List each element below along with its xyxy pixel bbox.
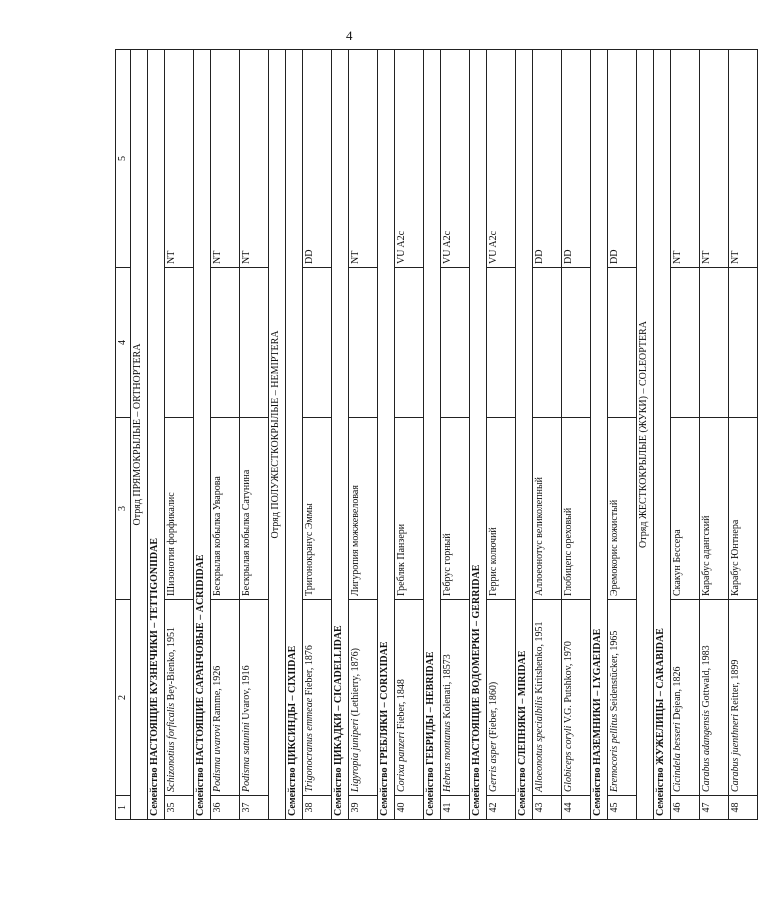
species-latin-name-cell bbox=[487, 600, 516, 796]
family-title: Семейство НАСТОЯЩИЕ САРАНЧОВЫЕ – ACRIDIDAE bbox=[194, 50, 211, 820]
species-latin-name: Podisma satunini bbox=[241, 722, 252, 792]
family-row bbox=[424, 50, 441, 820]
header-row bbox=[116, 50, 131, 820]
family-title: Семейство НАСТОЯЩИЕ КУЗНЕЧИКИ – TETTIGONIIDAE bbox=[148, 50, 165, 820]
family-title: Семейство ЦИКСИНДЫ – CIXIIDAE bbox=[286, 50, 303, 820]
species-number: 41 bbox=[441, 796, 470, 820]
species-russian-name: Бескрылая кобылка Уварова bbox=[211, 418, 240, 600]
species-row bbox=[729, 50, 758, 820]
species-row bbox=[608, 50, 637, 820]
species-latin-name-cell bbox=[165, 600, 194, 796]
species-number: 35 bbox=[165, 796, 194, 820]
species-latin-name-cell bbox=[441, 600, 470, 796]
species-author: V.G. Putshkov, 1970 bbox=[563, 641, 574, 726]
species-number: 39 bbox=[349, 796, 378, 820]
species-latin-name-cell bbox=[533, 600, 562, 796]
species-empty-cell bbox=[395, 268, 424, 418]
species-author: Seidenstücker, 1965 bbox=[609, 630, 620, 714]
species-latin-name-cell bbox=[240, 600, 269, 796]
species-number: 47 bbox=[700, 796, 729, 820]
species-author: (Fieber, 1860) bbox=[488, 681, 499, 742]
species-latin-name: Ligyropia juniperi bbox=[350, 718, 361, 792]
species-author: Kolenati, 18573 bbox=[442, 654, 453, 722]
page-number: 4 bbox=[346, 28, 353, 43]
species-russian-name: Карабус Юнтнера bbox=[729, 418, 758, 600]
species-empty-cell bbox=[165, 268, 194, 418]
species-number: 48 bbox=[729, 796, 758, 820]
species-russian-name: Карабус адангский bbox=[700, 418, 729, 600]
species-author: Kiritshenko, 1951 bbox=[534, 621, 545, 697]
header-cell: 4 bbox=[116, 268, 131, 418]
species-status: NT bbox=[240, 50, 269, 268]
species-latin-name: Hebrus montanus bbox=[442, 721, 453, 792]
species-row bbox=[671, 50, 700, 820]
order-row bbox=[131, 50, 148, 820]
species-latin-name: Cicindela besseri bbox=[672, 722, 683, 792]
species-latin-name-cell bbox=[211, 600, 240, 796]
species-status: NT bbox=[729, 50, 758, 268]
species-row bbox=[303, 50, 332, 820]
species-author: Dejean, 1826 bbox=[672, 666, 683, 723]
species-latin-name-cell bbox=[349, 600, 378, 796]
family-title: Семейство ГЕБРИДЫ – HEBRIDAE bbox=[424, 50, 441, 820]
species-latin-name: Alloeonotus specialbilis bbox=[534, 696, 545, 792]
species-status: NT bbox=[671, 50, 700, 268]
species-latin-name: Globiceps coryli bbox=[563, 725, 574, 792]
species-empty-cell bbox=[487, 268, 516, 418]
family-row bbox=[378, 50, 395, 820]
rotated-table-wrapper bbox=[115, 50, 741, 820]
family-row bbox=[194, 50, 211, 820]
species-empty-cell bbox=[533, 268, 562, 418]
family-title: Семейство СЛЕПНЯКИ – MIRIDAE bbox=[516, 50, 533, 820]
species-number: 42 bbox=[487, 796, 516, 820]
species-empty-cell bbox=[562, 268, 591, 418]
species-russian-name: Геррис колючий bbox=[487, 418, 516, 600]
family-row bbox=[654, 50, 671, 820]
species-row bbox=[165, 50, 194, 820]
species-latin-name-cell bbox=[700, 600, 729, 796]
order-title: Отряд ПРЯМОКРЫЛЫЕ – ORTHOPTERA bbox=[131, 50, 148, 820]
species-number: 43 bbox=[533, 796, 562, 820]
species-number: 36 bbox=[211, 796, 240, 820]
species-latin-name: Eremocoris pellitus bbox=[609, 713, 620, 792]
species-status: DD bbox=[533, 50, 562, 268]
order-row bbox=[269, 50, 286, 820]
species-russian-name: Гребляк Панзери bbox=[395, 418, 424, 600]
species-russian-name: Аллоеонотус великолепный bbox=[533, 418, 562, 600]
species-russian-name: Шизонотия форфикалис bbox=[165, 418, 194, 600]
species-row bbox=[533, 50, 562, 820]
species-author: Gottwald, 1983 bbox=[701, 645, 712, 711]
header-cell: 3 bbox=[116, 418, 131, 600]
species-status: DD bbox=[303, 50, 332, 268]
header-cell: 5 bbox=[116, 50, 131, 268]
species-row bbox=[211, 50, 240, 820]
species-status: VU A2c bbox=[395, 50, 424, 268]
species-number: 37 bbox=[240, 796, 269, 820]
header-cell: 2 bbox=[116, 600, 131, 796]
species-empty-cell bbox=[240, 268, 269, 418]
species-empty-cell bbox=[349, 268, 378, 418]
species-row bbox=[441, 50, 470, 820]
family-title: Семейство ЦИКАДКИ – CICADELLIDAE bbox=[332, 50, 349, 820]
species-row bbox=[700, 50, 729, 820]
species-status: NT bbox=[165, 50, 194, 268]
species-row bbox=[562, 50, 591, 820]
species-author: Bey-Bienko, 1951 bbox=[166, 627, 177, 703]
species-empty-cell bbox=[729, 268, 758, 418]
family-title: Семейство ЖУЖЕЛИЦЫ – CARABIDAE bbox=[654, 50, 671, 820]
family-title: Семейство ГРЕБЛЯКИ – CORIXIDAE bbox=[378, 50, 395, 820]
species-russian-name: Лигуропия можжевеловая bbox=[349, 418, 378, 600]
species-latin-name: Corixa panzeri bbox=[396, 731, 407, 792]
header-cell: 1 bbox=[116, 796, 131, 820]
species-latin-name-cell bbox=[395, 600, 424, 796]
species-latin-name-cell bbox=[303, 600, 332, 796]
species-number: 44 bbox=[562, 796, 591, 820]
species-status: DD bbox=[562, 50, 591, 268]
family-row bbox=[470, 50, 487, 820]
order-row bbox=[637, 50, 654, 820]
species-status: VU A2c bbox=[487, 50, 516, 268]
species-latin-name-cell bbox=[562, 600, 591, 796]
species-author: Fieber, 1876 bbox=[304, 645, 315, 698]
species-status: NT bbox=[211, 50, 240, 268]
family-row bbox=[516, 50, 533, 820]
species-latin-name: Carabus adangensis bbox=[701, 710, 712, 792]
family-row bbox=[148, 50, 165, 820]
species-russian-name: Бескрылая кобылка Сатунина bbox=[240, 418, 269, 600]
species-latin-name: Trigonocranus emmeae bbox=[304, 697, 315, 792]
species-latin-name: Gerris asper bbox=[488, 741, 499, 792]
species-latin-name: Podisma uvarovi bbox=[212, 724, 223, 792]
species-author: Uvarov, 1916 bbox=[241, 665, 252, 723]
species-number: 46 bbox=[671, 796, 700, 820]
species-latin-name-cell bbox=[729, 600, 758, 796]
species-row bbox=[240, 50, 269, 820]
species-latin-name: Schizonotius forficalis bbox=[166, 702, 177, 792]
species-russian-name: Глобицепс ореховый bbox=[562, 418, 591, 600]
order-title: Отряд ЖЕСТКОКРЫЛЫЕ (ЖУКИ) – COLEOPTERA bbox=[637, 50, 654, 820]
species-russian-name: Тригонокранус Эммы bbox=[303, 418, 332, 600]
species-latin-name-cell bbox=[671, 600, 700, 796]
species-status: NT bbox=[349, 50, 378, 268]
species-status: NT bbox=[700, 50, 729, 268]
species-russian-name: Гебрус горный bbox=[441, 418, 470, 600]
species-author: Reitter, 1899 bbox=[730, 659, 741, 714]
species-empty-cell bbox=[211, 268, 240, 418]
species-row bbox=[395, 50, 424, 820]
species-status: DD bbox=[608, 50, 637, 268]
species-author: Fieber, 1848 bbox=[396, 679, 407, 732]
family-title: Семейство НАСТОЯЩИЕ ВОДОМЕРКИ – GERRIDAE bbox=[470, 50, 487, 820]
species-table bbox=[115, 49, 758, 820]
family-title: Семейство НАЗЕМНИКИ – LYGAEIDAE bbox=[591, 50, 608, 820]
species-russian-name: Эремокорис кожистый bbox=[608, 418, 637, 600]
family-row bbox=[591, 50, 608, 820]
species-author: (Lethierry, 1876) bbox=[350, 648, 361, 719]
species-number: 38 bbox=[303, 796, 332, 820]
species-latin-name: Carabus juenthneri bbox=[730, 713, 741, 792]
species-empty-cell bbox=[700, 268, 729, 418]
species-empty-cell bbox=[671, 268, 700, 418]
species-russian-name: Скакун Бессера bbox=[671, 418, 700, 600]
species-empty-cell bbox=[441, 268, 470, 418]
order-title: Отряд ПОЛУЖЕСТКОКРЫЛЫЕ – HEMIPTERA bbox=[269, 50, 286, 820]
species-empty-cell bbox=[303, 268, 332, 418]
species-row bbox=[487, 50, 516, 820]
species-empty-cell bbox=[608, 268, 637, 418]
species-number: 45 bbox=[608, 796, 637, 820]
species-status: VU A2c bbox=[441, 50, 470, 268]
species-latin-name-cell bbox=[608, 600, 637, 796]
species-author: Ramme, 1926 bbox=[212, 665, 223, 725]
family-row bbox=[286, 50, 303, 820]
species-row bbox=[349, 50, 378, 820]
family-row bbox=[332, 50, 349, 820]
species-number: 40 bbox=[395, 796, 424, 820]
